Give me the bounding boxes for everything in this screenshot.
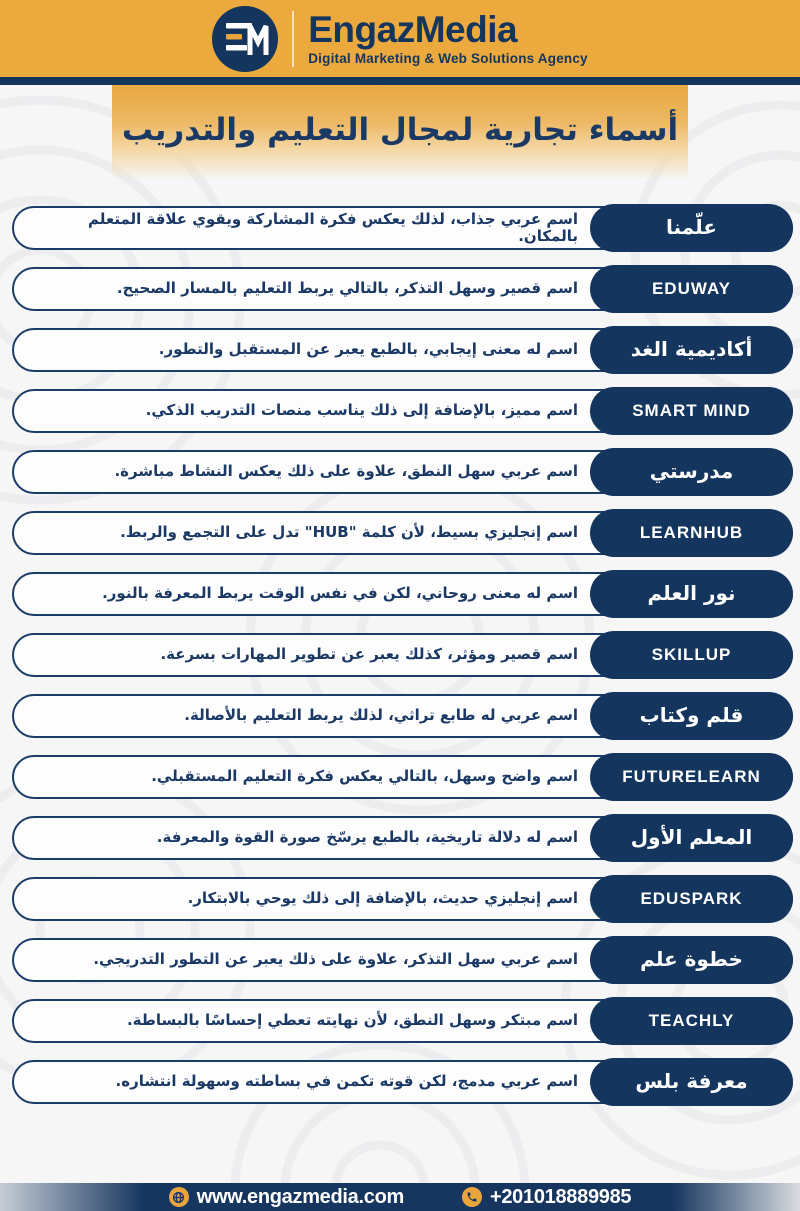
brand-row xyxy=(0,448,800,496)
brand-name-label: FUTURELEARN xyxy=(622,767,761,786)
brand-row xyxy=(0,265,800,313)
brand-description: اسم مميز، بالإضافة إلى ذلك يناسب منصات التدريب الذكي. xyxy=(145,401,578,420)
brand-name-label: LEARNHUB xyxy=(639,523,744,542)
title-banner xyxy=(112,85,688,180)
brand-name-pill xyxy=(590,509,793,557)
brand-row xyxy=(0,814,800,862)
logo xyxy=(212,6,588,72)
brand-description: اسم عربي سهل التذكر، علاوة على ذلك يعبر عن التطور التدريجي. xyxy=(93,950,578,969)
brand-name-label: علّمنا xyxy=(666,215,717,239)
brand-rows-list xyxy=(0,180,800,1106)
brand-description: اسم عربي له طابع تراثي، لذلك يربط التعليم بالأصالة. xyxy=(184,706,578,725)
phone-link[interactable] xyxy=(462,1187,631,1207)
brand-row xyxy=(0,753,800,801)
em-monogram-icon xyxy=(212,6,278,72)
brand-description: اسم عربي سهل النطق، علاوة على ذلك يعكس النشاط مباشرة. xyxy=(114,462,578,481)
brand-row xyxy=(0,631,800,679)
brand-name-pill xyxy=(590,875,793,923)
brand-description: اسم له دلالة تاريخية، بالطبع يرسّخ صورة القوة والمعرفة. xyxy=(156,828,578,847)
brand-description: اسم قصير وسهل التذكر، بالتالي يربط التعليم بالمسار الصحيح. xyxy=(116,279,578,298)
brand-row xyxy=(0,204,800,252)
brand-name-label: SMART MIND xyxy=(632,401,751,420)
brand-row xyxy=(0,936,800,984)
brand-name-pill xyxy=(590,997,793,1045)
brand-name-label: TEACHLY xyxy=(648,1011,735,1030)
brand-name-pill xyxy=(590,387,793,435)
brand-name-label: أكاديمية الغد xyxy=(630,337,753,361)
brand-name-label: EDUSPARK xyxy=(640,889,743,908)
brand-name-pill xyxy=(590,692,793,740)
brand-description: اسم واضح وسهل، بالتالي يعكس فكرة التعليم المستقبلي. xyxy=(151,767,578,786)
brand-name-pill xyxy=(590,753,793,801)
brand-name-pill xyxy=(590,631,793,679)
brand-name-pill xyxy=(590,326,793,374)
header-divider-stripe xyxy=(0,77,800,85)
globe-icon xyxy=(169,1187,189,1207)
brand-row xyxy=(0,875,800,923)
phone-icon xyxy=(462,1187,482,1207)
brand-name-pill xyxy=(590,265,793,313)
brand-name-label: SKILLUP xyxy=(651,645,732,664)
brand-description: اسم له معنى إيجابي، بالطبع يعبر عن المستقبل والتطور. xyxy=(158,340,578,359)
website-text: www.engazmedia.com xyxy=(196,1186,404,1208)
brand-name: EngazMedia xyxy=(308,8,518,50)
brand-description: اسم قصير ومؤثر، كذلك يعبر عن تطوير المهارات بسرعة. xyxy=(160,645,578,664)
brand-row xyxy=(0,326,800,374)
brand-description: اسم مبتكر وسهل النطق، لأن نهايته تعطي إحساسًا بالبساطة. xyxy=(126,1011,578,1030)
brand-description: اسم عربي مدمج، لكن قوته تكمن في بساطته وسهولة انتشاره. xyxy=(115,1072,578,1091)
brand-row xyxy=(0,692,800,740)
brand-name-label: EDUWAY xyxy=(651,279,732,298)
brand-description: اسم له معنى روحاني، لكن في نفس الوقت يربط المعرفة بالنور. xyxy=(102,584,578,603)
brand-name-pill xyxy=(590,570,793,618)
brand-description: اسم إنجليزي بسيط، لأن كلمة "HUB" تدل على التجمع والربط. xyxy=(120,523,578,542)
brand-name-label: خطوة علم xyxy=(640,947,743,971)
brand-row xyxy=(0,570,800,618)
brand-name-pill xyxy=(590,814,793,862)
website-link[interactable] xyxy=(169,1187,404,1207)
brand-name-label: مدرستي xyxy=(649,459,734,483)
brand-name-label: نور العلم xyxy=(647,581,736,605)
brand-name-label: المعلم الأول xyxy=(630,825,753,849)
brand-description: اسم عربي جذاب، لذلك يعكس فكرة المشاركة ويقوي علاقة المتعلم بالمكان. xyxy=(87,209,578,245)
brand-name-pill xyxy=(590,936,793,984)
page-title: أسماء تجارية لمجال التعليم والتدريب xyxy=(121,111,679,148)
phone-text: +201018889985 xyxy=(489,1186,632,1208)
brand-row xyxy=(0,1058,800,1106)
logo-divider xyxy=(292,11,294,67)
brand-description: اسم إنجليزي حديث، بالإضافة إلى ذلك يوحي بالابتكار. xyxy=(187,889,578,908)
brand-row xyxy=(0,387,800,435)
brand-name-pill xyxy=(590,448,793,496)
footer-bar xyxy=(0,1183,800,1211)
brand-name-pill xyxy=(590,1058,793,1106)
brand-name-label: قلم وكتاب xyxy=(639,703,744,727)
brand-row xyxy=(0,509,800,557)
brand-tagline: Digital Marketing & Web Solutions Agency xyxy=(308,51,588,67)
brand-name-label: معرفة بلس xyxy=(635,1069,748,1093)
header-bar xyxy=(0,0,800,77)
brand-name-pill xyxy=(590,204,793,252)
brand-row xyxy=(0,997,800,1045)
